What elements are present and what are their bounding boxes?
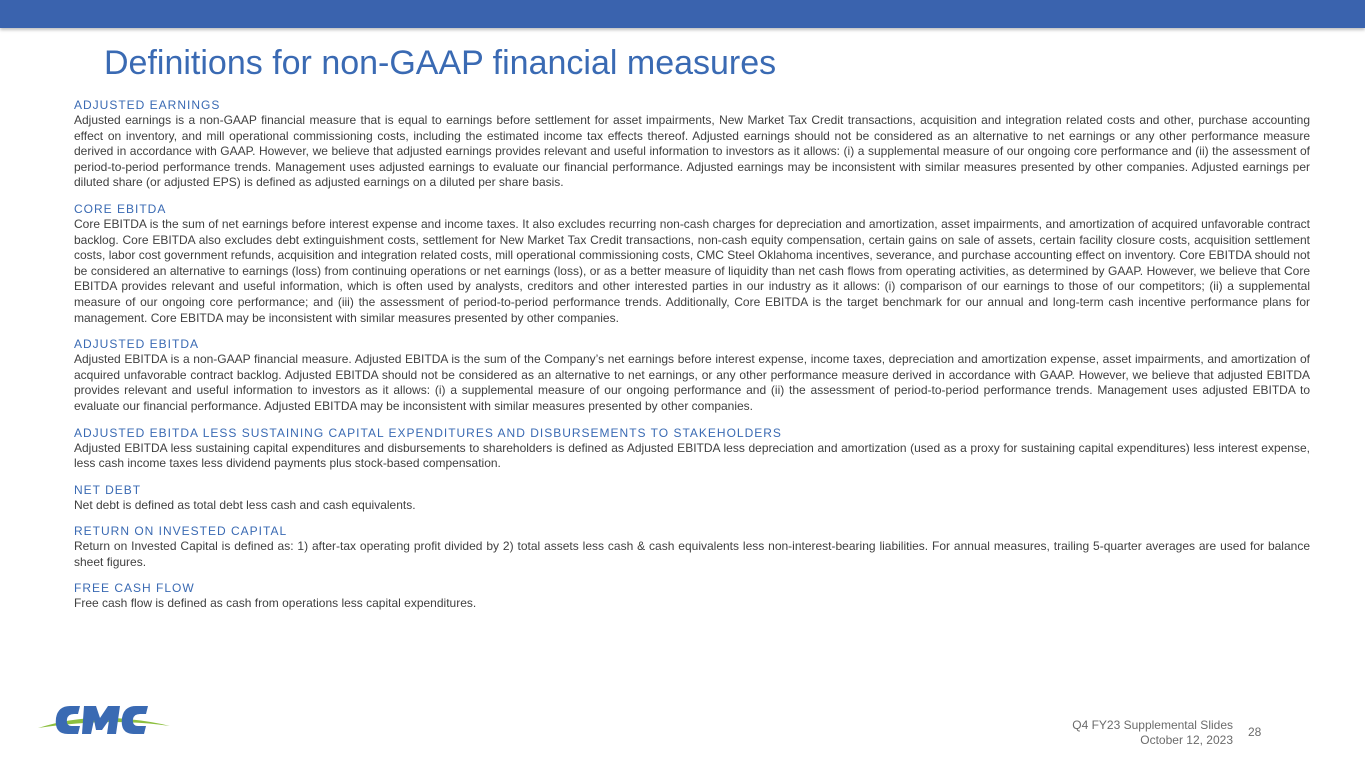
section-free-cash-flow [74,580,1310,612]
definitions-content [74,97,1310,622]
top-banner-bar [0,0,1365,28]
section-body: Adjusted EBITDA less sustaining capital expenditures and disbursements to shareholders is defined as Adjusted EBITDA less depreciation and amortization (used as a proxy for sustaining capital expenditures) less interest expense, less cash income taxes less dividend payments plus stock-based compensation. [74,440,1310,471]
section-heading: ADJUSTED EBITDA [74,337,200,352]
section-body: Net debt is defined as total debt less cash and cash equivalents. [74,497,416,512]
section-heading: CORE EBITDA [74,201,167,216]
cmc-logo-icon [36,700,172,742]
section-adjusted-ebitda-less-capex [74,425,1310,472]
footer-text [1072,718,1233,748]
section-body: Adjusted EBITDA is a non-GAAP financial measure. Adjusted EBITDA is the sum of the Company’s net earnings before interest expense, income taxes, depreciation and amortization expense, asset impairments, and amortization of acquired unfavorable contract backlog. Adjusted EBITDA should not be considered as an alternative to net earnings, or any other performance measure derived in accordance with GAAP. However, we believe that adjusted EBITDA provides relevant and useful information to investors as it allows: (i) a supplemental measure of our ongoing performance and (ii) the assessment of period-to-period performance trends. Management uses adjusted EBITDA to evaluate our financial performance. Adjusted EBITDA may be inconsistent with similar measures presented by other companies. [74,352,1310,413]
section-heading: ADJUSTED EBITDA LESS SUSTAINING CAPITAL EXPENDITURES AND DISBURSEMENTS TO STAKEHOLDERS [74,425,782,440]
cmc-logo [36,700,172,742]
footer-presentation-name: Q4 FY23 Supplemental Slides [1072,718,1233,732]
section-body: Core EBITDA is the sum of net earnings before interest expense and income taxes. It also excludes recurring non-cash charges for depreciation and amortization, asset impairments, and amortization of acquired unfavorable contract backlog. Core EBITDA also excludes debt extinguishment costs, settlement for New Market Tax Credit transactions, non-cash equity compensation, certain gains on sale of assets, certain facility closure costs, acquisition settlement costs, labor cost government refunds, acquisition and integration related costs, mill operational commissioning costs, CMC Steel Oklahoma incentives, severance, and purchase accounting effect on inventory. Core EBITDA should not be considered an alternative to earnings (loss) from continuing operations or net earnings (loss), or as a better measure of liquidity than net cash flows from operating activities, as determined by GAAP. However, we believe that Core EBITDA provides relevant and useful information, which is often used by analysts, creditors and other interested parties in our industry as it allows: (i) comparison of our earnings to those of our competitors; (ii) a supplemental measure of our ongoing core performance; and (iii) the assessment of period-to-period performance trends. Additionally, Core EBITDA is the target benchmark for our annual and long-term cash incentive performance plans for management. Core EBITDA may be inconsistent with similar measures presented by other companies. [74,216,1310,325]
section-body: Adjusted earnings is a non-GAAP financial measure that is equal to earnings before settlement for asset impairments, New Market Tax Credit transactions, acquisition and integration related costs and other, purchase accounting effect on inventory, and mill operational commissioning costs, including the estimated income tax effects thereof. Adjusted earnings should not be considered as an alternative to net earnings or any other performance measure derived in accordance with GAAP. However, we believe that adjusted earnings provides relevant and useful information to investors as it allows: (i) a supplemental measure of our ongoing core performance and (ii) the assessment of period-to-period performance trends. Management uses adjusted earnings to evaluate our financial performance. Adjusted earnings may be inconsistent with similar measures presented by other companies. Adjusted earnings per diluted share (or adjusted EPS) is defined as adjusted earnings on a diluted per share basis. [74,113,1310,190]
section-adjusted-ebitda [74,336,1310,414]
footer-date: October 12, 2023 [1140,733,1233,747]
section-core-ebitda [74,201,1310,326]
section-heading: NET DEBT [74,482,142,497]
section-body: Free cash flow is defined as cash from operations less capital expenditures. [74,596,477,611]
section-heading: FREE CASH FLOW [74,581,195,596]
page-number: 28 [1248,725,1262,739]
section-net-debt [74,482,1310,514]
section-heading: RETURN ON INVESTED CAPITAL [74,524,288,539]
section-return-on-invested-capital [74,523,1310,570]
section-body: Return on Invested Capital is defined as: 1) after-tax operating profit divided by 2) total assets less cash & cash equivalents less non-interest-bearing liabilities. For annual measures, trailing 5-quarter averages are used for balance sheet figures. [74,539,1310,569]
section-adjusted-earnings [74,97,1310,191]
svg-text:CMC: CMC [104,722,107,723]
slide-title: Definitions for non-GAAP financial measures [104,44,777,82]
section-heading: ADJUSTED EARNINGS [74,98,221,112]
